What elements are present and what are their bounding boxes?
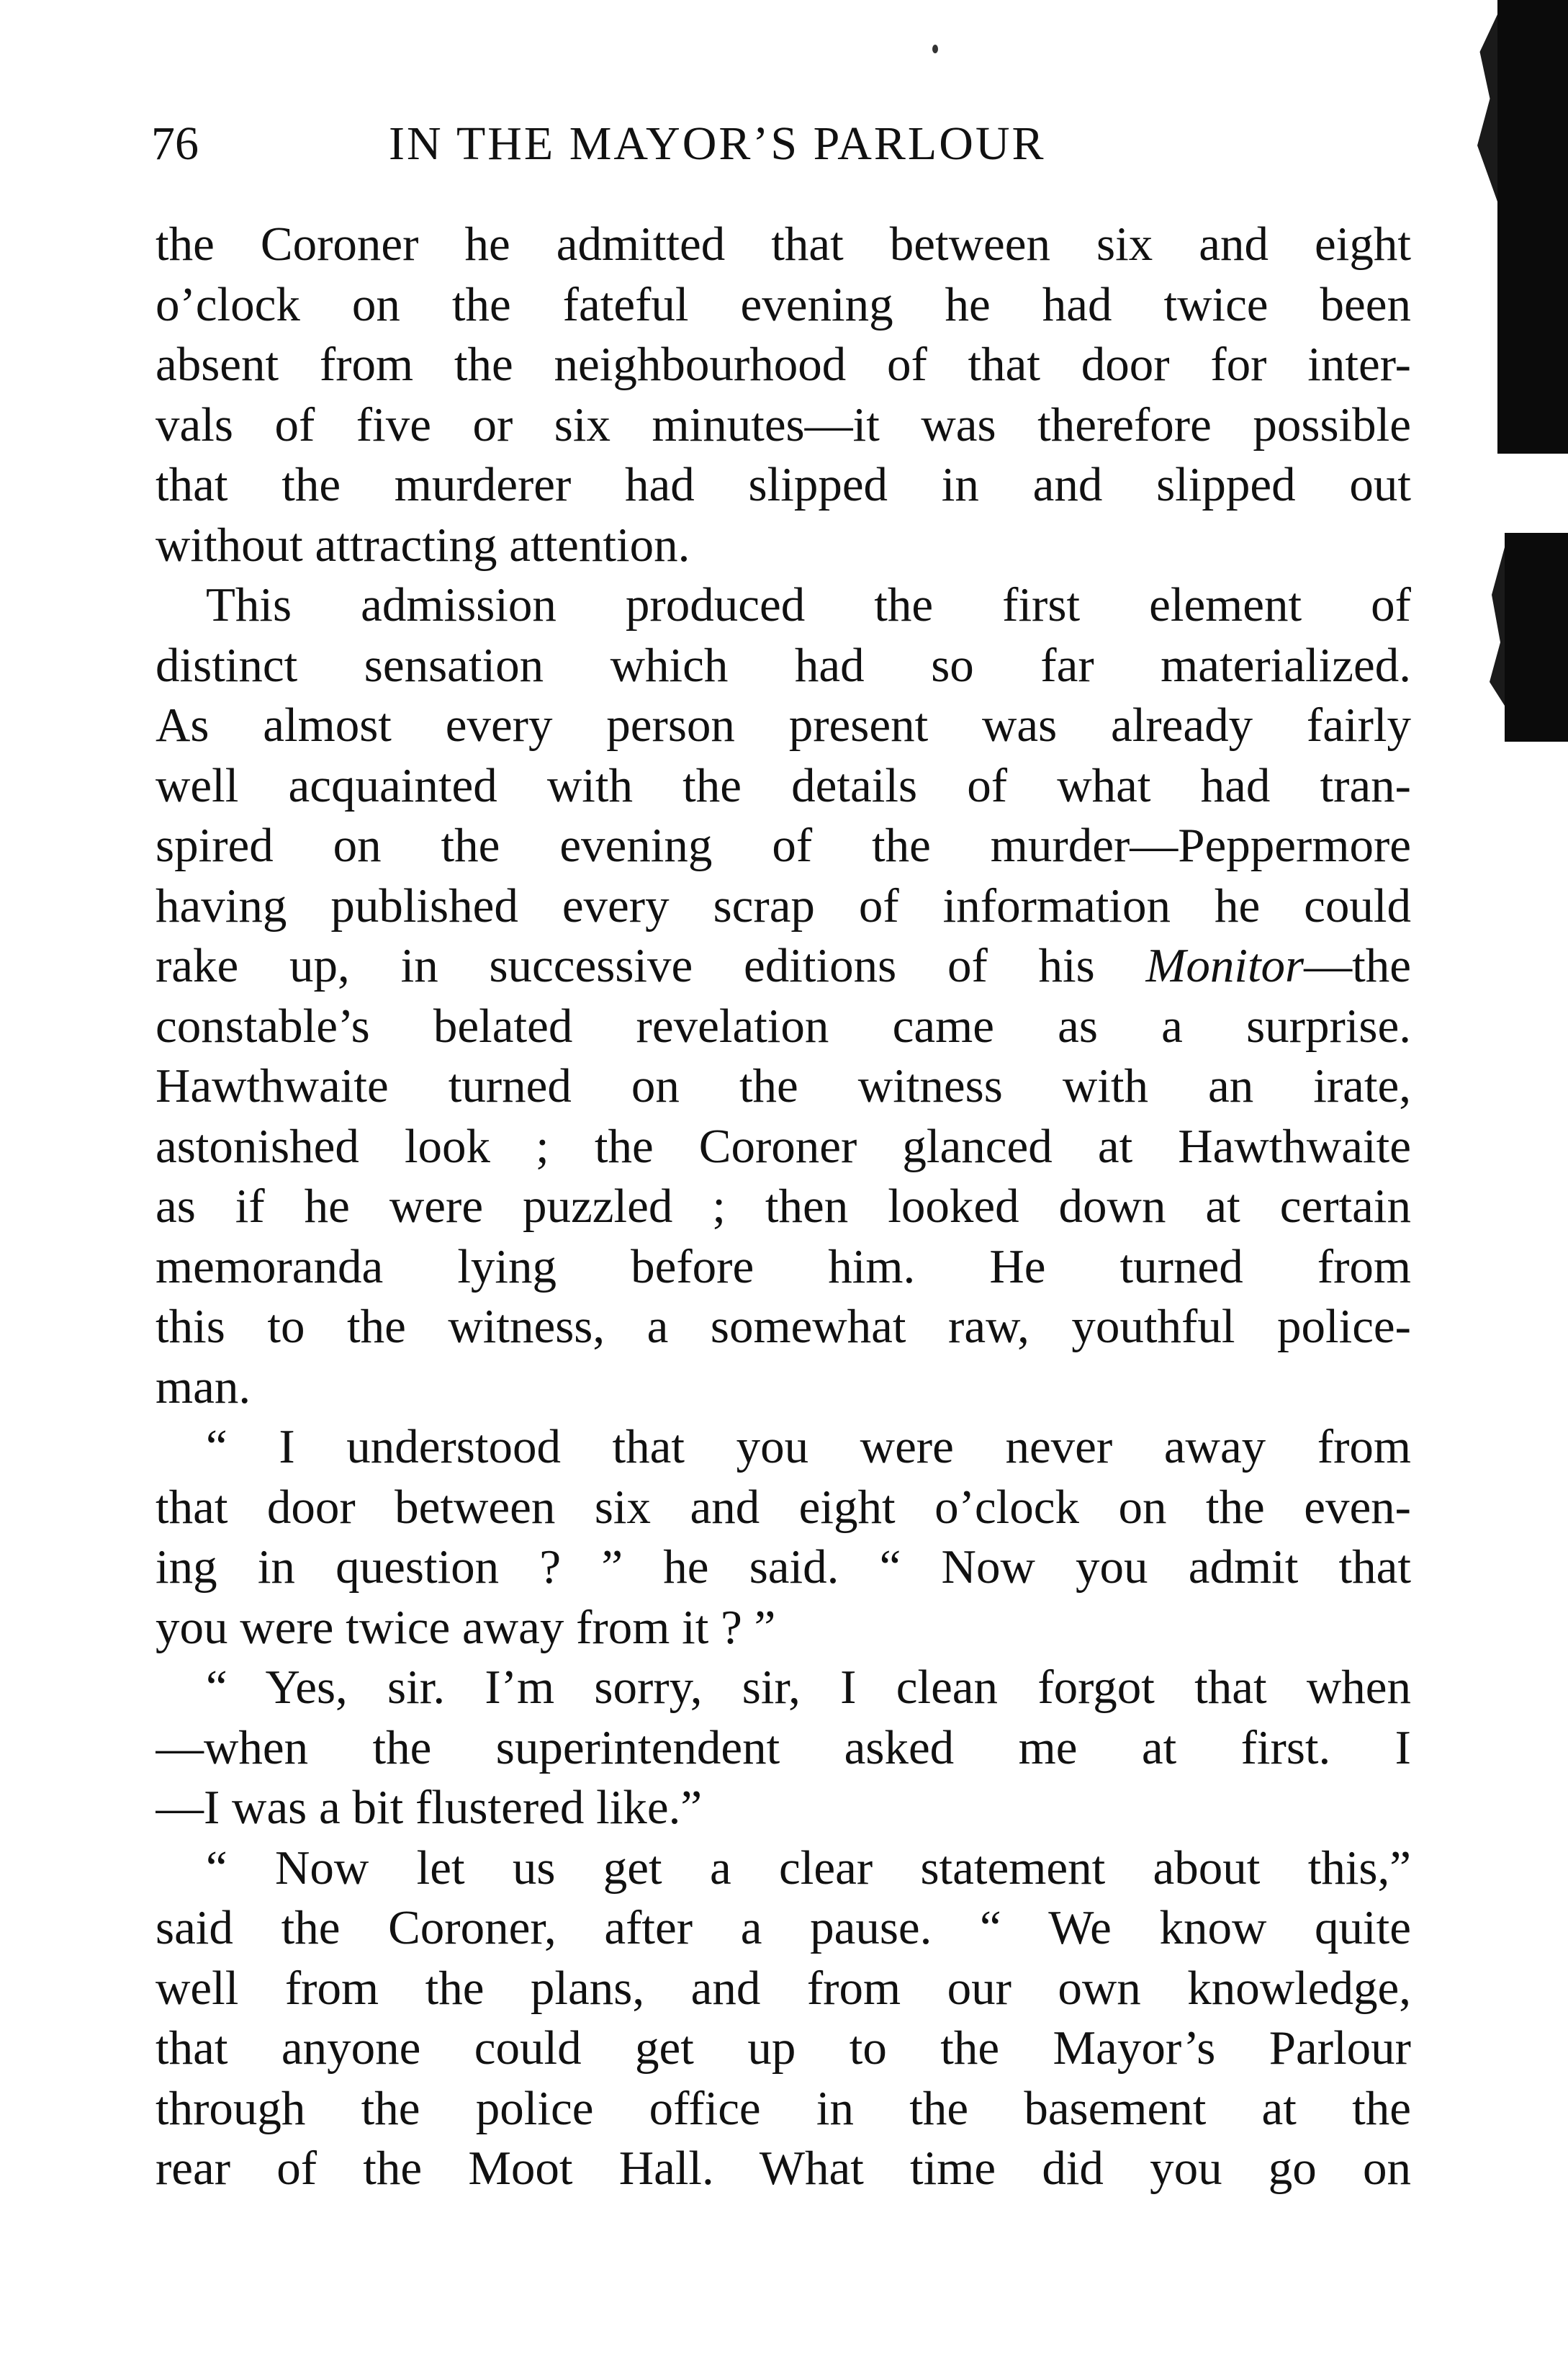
- text-line: constable’s belated revelation came as a surprise.: [156, 999, 1411, 1053]
- text-line-with-italic: [156, 936, 1411, 997]
- scan-edge-notch-middle: [1483, 547, 1505, 706]
- text-line: vals of five or six minutes—it was therefore possible: [156, 397, 1411, 452]
- text-line: —I was a bit flustered like.”: [156, 1781, 703, 1834]
- text-line: that door between six and eight o’clock on the even-: [156, 1480, 1411, 1534]
- text-line: said the Coroner, after a pause. “ We know quite: [156, 1901, 1411, 1954]
- text-line: astonished look ; the Coroner glanced at Hawthwaite: [156, 1119, 1411, 1173]
- text-line: as if he were puzzled ; then looked down at certain: [156, 1180, 1411, 1233]
- text-line: o’clock on the fateful evening he had twice been: [156, 277, 1411, 331]
- text-line: memoranda lying before him. He turned from: [156, 1239, 1411, 1293]
- scan-speck: [932, 45, 938, 53]
- scan-edge-shadow-middle: [1505, 533, 1568, 742]
- text-line: distinct sensation which had so far materialized.: [156, 638, 1411, 692]
- text-line: As almost every person present was already fairly: [156, 698, 1411, 752]
- scan-edge-shadow-top: [1497, 0, 1568, 454]
- text-line: that the murderer had slipped in and slipped out: [156, 458, 1411, 511]
- text-line: that anyone could get up to the Mayor’s Parlour: [156, 2021, 1411, 2075]
- text-line: man.: [156, 1360, 251, 1414]
- text-line: through the police office in the basement at the: [156, 2081, 1411, 2135]
- text-line: “ Now let us get a clear statement about this,”: [206, 1841, 1411, 1895]
- text-segment: rake up, in successive editions of his: [156, 939, 1095, 992]
- text-line: absent from the neighbourhood of that door for inter-: [156, 338, 1411, 391]
- text-segment: —the: [1304, 939, 1411, 992]
- text-line: This admission produced the first element of: [206, 578, 1411, 632]
- text-line: having published every scrap of information he could: [156, 879, 1411, 933]
- text-line: well from the plans, and from our own knowledge,: [156, 1961, 1411, 2015]
- text-line: “ I understood that you were never away from: [206, 1420, 1411, 1473]
- text-line: ing in question ? ” he said. “ Now you admit that: [156, 1540, 1411, 1594]
- italic-title: Monitor: [1145, 939, 1305, 992]
- scan-edge-notch-top: [1472, 14, 1497, 202]
- text-line: rear of the Moot Hall. What time did you go on: [156, 2142, 1411, 2195]
- text-line: well acquainted with the details of what had tran-: [156, 758, 1411, 812]
- text-line: the Coroner he admitted that between six and eight: [156, 217, 1411, 271]
- text-line: “ Yes, sir. I’m sorry, sir, I clean forgot that when: [206, 1661, 1411, 1714]
- running-title: IN THE MAYOR’S PARLOUR: [389, 117, 1046, 170]
- text-line: spired on the evening of the murder—Peppermore: [156, 819, 1411, 872]
- text-line: without attracting attention.: [156, 518, 690, 572]
- running-header: [151, 108, 1411, 180]
- text-line: —when the superintendent asked me at first. I: [156, 1720, 1411, 1774]
- text-line: Hawthwaite turned on the witness with an irate,: [156, 1059, 1411, 1113]
- body-text: [156, 215, 1411, 2199]
- text-line: this to the witness, a somewhat raw, youthful police-: [156, 1300, 1411, 1353]
- text-line: you were twice away from it ? ”: [156, 1600, 776, 1654]
- page-number: 76: [151, 117, 199, 170]
